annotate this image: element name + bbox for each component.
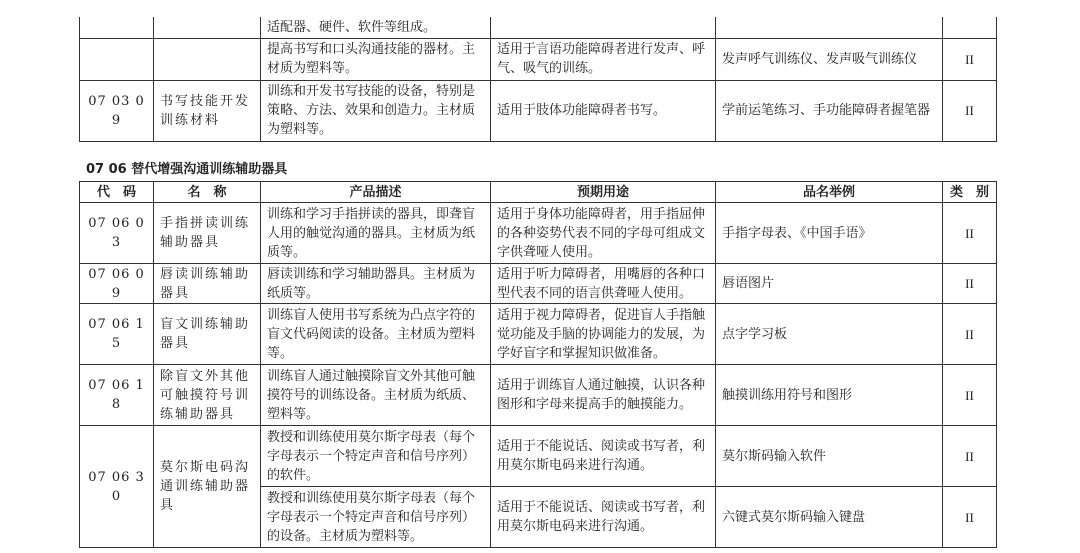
class-cell: II <box>943 38 997 80</box>
desc-cell: 教授和训练使用莫尔斯字母表（每个字母表示一个特定声音和信号序列）的设备。主材质为塑料等。 <box>261 487 491 548</box>
table-row <box>80 80 997 141</box>
class-cell: II <box>943 203 997 264</box>
header-desc: 产品描述 <box>261 182 491 203</box>
table-row <box>80 203 997 264</box>
top-table <box>79 17 997 142</box>
code-cell <box>80 17 154 38</box>
use-cell: 适用于言语功能障碍者进行发声、呼气、吸气的训练。 <box>491 38 716 80</box>
section-title: 07 06 替代增强沟通训练辅助器具 <box>86 162 288 177</box>
desc-cell: 训练盲人通过触摸除盲文外其他可触摸符号的训练设备。主材质为纸质、塑料等。 <box>261 365 491 426</box>
use-cell <box>491 17 716 38</box>
use-cell: 适用于训练盲人通过触摸，认识各种图形和字母来提高手的触摸能力。 <box>491 365 716 426</box>
code-cell: 07 06 18 <box>80 365 154 426</box>
name-cell: 盲文训练辅助器具 <box>154 304 261 365</box>
desc-cell: 教授和训练使用莫尔斯字母表（每个字母表示一个特定声音和信号序列）的软件。 <box>261 426 491 487</box>
name-cell <box>154 38 261 80</box>
desc-cell: 适配器、硬件、软件等组成。 <box>261 17 491 38</box>
class-cell: II <box>943 487 997 548</box>
code-cell <box>80 38 154 80</box>
main-table <box>79 181 997 548</box>
use-cell: 适用于视力障碍者，促进盲人手指触觉功能及手脑的协调能力的发展，为学好盲字和掌握知识做准备。 <box>491 304 716 365</box>
name-cell: 书写技能开发训练材料 <box>154 80 261 141</box>
header-example: 品名举例 <box>716 182 943 203</box>
use-cell: 适用于不能说话、阅读或书写者，利用莫尔斯电码来进行沟通。 <box>491 426 716 487</box>
code-cell: 07 06 15 <box>80 304 154 365</box>
use-cell: 适用于身体功能障碍者，用手指屈伸的各种姿势代表不同的字母可组成文字供聋哑人使用。 <box>491 203 716 264</box>
name-cell <box>154 17 261 38</box>
table-row <box>80 38 997 80</box>
header-use: 预期用途 <box>491 182 716 203</box>
class-cell: II <box>943 426 997 487</box>
class-cell: II <box>943 365 997 426</box>
desc-cell: 提高书写和口头沟通技能的器材。主材质为塑料等。 <box>261 38 491 80</box>
desc-cell: 训练盲人使用书写系统为凸点字符的盲文代码阅读的设备。主材质为塑料等。 <box>261 304 491 365</box>
example-cell <box>716 17 943 38</box>
header-class: 类 别 <box>943 182 997 203</box>
class-cell: II <box>943 80 997 141</box>
example-cell: 六键式莫尔斯码输入键盘 <box>716 487 943 548</box>
code-cell: 07 06 03 <box>80 203 154 264</box>
code-cell: 07 06 30 <box>80 426 154 548</box>
header-name: 名 称 <box>154 182 261 203</box>
example-cell: 唇语图片 <box>716 264 943 304</box>
desc-cell: 训练和学习手指拼读的器具，即聋盲人用的触觉沟通的器具。主材质为纸质等。 <box>261 203 491 264</box>
header-code: 代 码 <box>80 182 154 203</box>
table-row <box>80 426 997 487</box>
code-cell: 07 06 09 <box>80 264 154 304</box>
example-cell: 学前运笔练习、手功能障碍者握笔器 <box>716 80 943 141</box>
example-cell: 点字学习板 <box>716 304 943 365</box>
table-row <box>80 365 997 426</box>
example-cell: 莫尔斯码输入软件 <box>716 426 943 487</box>
table-row <box>80 304 997 365</box>
example-cell: 手指字母表、《中国手语》 <box>716 203 943 264</box>
class-cell: II <box>943 264 997 304</box>
name-cell: 莫尔斯电码沟通训练辅助器具 <box>154 426 261 548</box>
table-header-row <box>80 182 997 203</box>
code-cell: 07 03 09 <box>80 80 154 141</box>
use-cell: 适用于肢体功能障碍者书写。 <box>491 80 716 141</box>
table-row <box>80 17 997 38</box>
example-cell: 发声呼气训练仪、发声吸气训练仪 <box>716 38 943 80</box>
class-cell: II <box>943 304 997 365</box>
example-cell: 触摸训练用符号和图形 <box>716 365 943 426</box>
name-cell: 除盲文外其他可触摸符号训练辅助器具 <box>154 365 261 426</box>
use-cell: 适用于不能说话、阅读或书写者，利用莫尔斯电码来进行沟通。 <box>491 487 716 548</box>
name-cell: 唇读训练辅助器具 <box>154 264 261 304</box>
class-cell <box>943 17 997 38</box>
table-row <box>80 264 997 304</box>
desc-cell: 唇读训练和学习辅助器具。主材质为纸质等。 <box>261 264 491 304</box>
name-cell: 手指拼读训练辅助器具 <box>154 203 261 264</box>
use-cell: 适用于听力障碍者，用嘴唇的各种口型代表不同的语言供聋哑人使用。 <box>491 264 716 304</box>
desc-cell: 训练和开发书写技能的设备，特别是策略、方法、效果和创造力。主材质为塑料等。 <box>261 80 491 141</box>
